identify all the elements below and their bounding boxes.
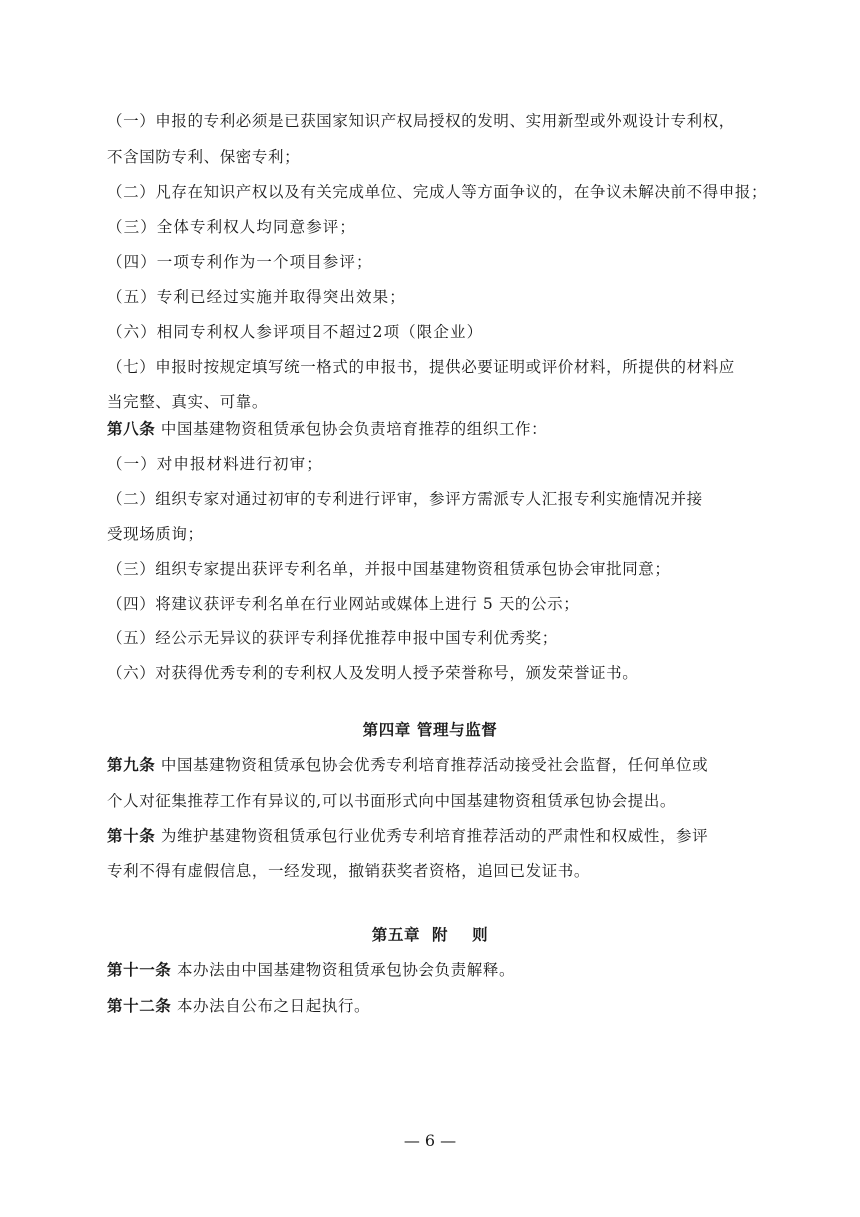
article-9	[107, 755, 708, 775]
text-line: 受现场质询；	[107, 525, 204, 543]
article-text: 本办法由中国基建物资租赁承包协会负责解释。	[176, 961, 516, 979]
text-line: （二）凡存在知识产权以及有关完成单位、完成人等方面争议的，在争议未解决前不得申报；	[107, 183, 768, 201]
text-line: （二）组织专家对通过初审的专利进行评审，参评方需派专人汇报专利实施情况并接	[107, 490, 703, 508]
text-line: （五）专利已经过实施并取得突出效果；	[107, 288, 406, 306]
text-line: （五）经公示无异议的获评专利择优推荐申报中国专利优秀奖；	[107, 629, 558, 647]
text-line: （六）对获得优秀专利的专利权人及发明人授予荣誉称号，颁发荣誉证书。	[107, 664, 639, 682]
article-text: 为维护基建物资租赁承包行业优秀专利培育推荐活动的严肃性和权威性，参评	[160, 827, 709, 845]
article-11	[107, 960, 515, 980]
article-10	[107, 826, 708, 846]
text-line: （七）申报时按规定填写统一格式的申报书，提供必要证明或评价材料，所提供的材料应	[107, 358, 735, 376]
chapter-title: 第五章 附 则	[371, 926, 489, 944]
text-line: 当完整、真实、可靠。	[107, 393, 269, 411]
article-label: 第十一条	[107, 961, 172, 979]
text-line: （一）申报的专利必须是已获国家知识产权局授权的发明、实用新型或外观设计专利权，	[107, 112, 735, 130]
text-line: 不含国防专利、保密专利；	[107, 148, 301, 166]
text-line: （三）全体专利权人均同意参评；	[107, 218, 357, 236]
article-8	[107, 419, 547, 439]
article-text: 中国基建物资租赁承包协会优秀专利培育推荐活动接受社会监督，任何单位或	[160, 756, 709, 774]
article-label: 第八条	[107, 420, 156, 438]
text-line: （四）将建议获评专利名单在行业网站或媒体上进行 5 天的公示；	[107, 595, 580, 613]
article-label: 第十条	[107, 827, 156, 845]
text-line: （六）相同专利权人参评项目不超过2项（限企业）	[107, 323, 484, 341]
article-text: 中国基建物资租赁承包协会负责培育推荐的组织工作：	[160, 420, 548, 438]
page-number: — 6 —	[403, 1131, 457, 1150]
article-label: 第九条	[107, 756, 156, 774]
text-line: （三）组织专家提出获评专利名单，并报中国基建物资租赁承包协会审批同意；	[107, 560, 671, 578]
text-line: 个人对征集推荐工作有异议的,可以书面形式向中国基建物资租赁承包协会提出。	[107, 792, 677, 810]
text-line: 专利不得有虚假信息，一经发现，撤销获奖者资格，追回已发证书。	[107, 862, 591, 880]
text-line: （四）一项专利作为一个项目参评；	[107, 253, 373, 271]
text-line: （一）对申报材料进行初审；	[107, 455, 323, 473]
chapter-title: 第四章 管理与监督	[362, 721, 498, 739]
article-text: 本办法自公布之日起执行。	[176, 997, 371, 1015]
article-label: 第十二条	[107, 997, 172, 1015]
article-12	[107, 996, 370, 1016]
